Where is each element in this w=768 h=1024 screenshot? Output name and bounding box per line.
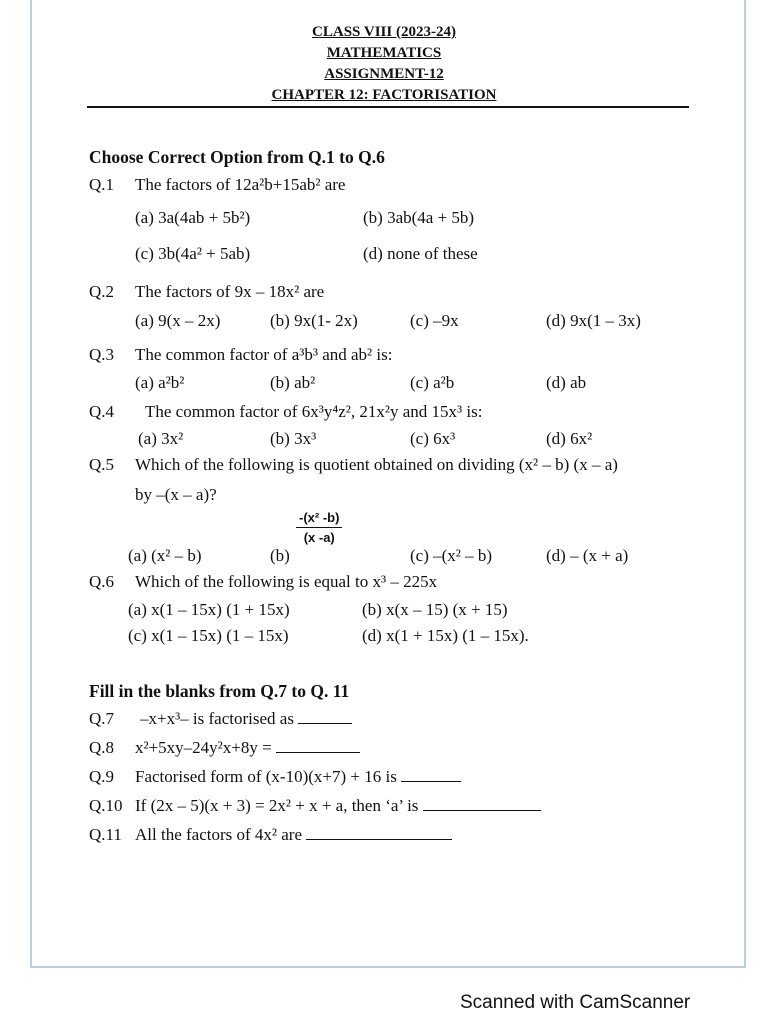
- question-number: Q.6: [89, 572, 115, 591]
- fraction-numerator: -(x² -b): [296, 510, 342, 528]
- class-title: CLASS VIII (2023-24): [312, 24, 456, 40]
- document-header: [0, 22, 768, 106]
- option-d: (d) ab: [546, 373, 587, 392]
- blank-question-text: Factorised form of (x-10)(x+7) + 16 is: [135, 767, 397, 786]
- blank-question: [135, 796, 541, 816]
- question-text: The factors of 9x – 18x² are: [135, 282, 325, 301]
- question-text: The factors of 12a²b+15ab² are: [135, 175, 346, 194]
- question-number: Q.3: [89, 345, 115, 364]
- option-a: (a) 9(x – 2x): [135, 311, 221, 330]
- option-d: (d) 9x(1 – 3x): [546, 311, 641, 330]
- option-c: (c) –9x: [410, 311, 459, 330]
- question-number: Q.9: [89, 767, 115, 786]
- question-text: The common factor of a³b³ and ab² is:: [135, 345, 393, 364]
- subject-title: MATHEMATICS: [326, 45, 442, 61]
- option-a: (a) 3x²: [138, 429, 184, 448]
- option-a: (a) 3a(4ab + 5b²): [135, 208, 251, 227]
- question-text: Which of the following is quotient obtained on dividing (x² – b) (x – a): [135, 455, 618, 474]
- blank-question-text: –x+x³– is factorised as: [140, 709, 294, 728]
- question-text: Which of the following is equal to x³ – 225x: [135, 572, 438, 591]
- question-number: Q.1: [89, 175, 115, 194]
- question-number: Q.10: [89, 796, 123, 815]
- question-number: Q.4: [89, 402, 115, 421]
- section-title-fill-blanks: Fill in the blanks from Q.7 to Q. 11: [89, 681, 350, 701]
- blank-question: [140, 709, 352, 729]
- option-c: (c) 6x³: [410, 429, 456, 448]
- scanner-watermark: Scanned with CamScanner: [460, 992, 691, 1013]
- blank-question: [135, 767, 461, 787]
- answer-blank: [306, 825, 452, 840]
- fraction-option-b: [296, 510, 342, 545]
- option-b: (b) x(x – 15) (x + 15): [362, 600, 508, 619]
- blank-question-text: If (2x – 5)(x + 3) = 2x² + x + a, then ‘a’ is: [135, 796, 419, 815]
- blank-question-text: x²+5xy–24y²x+8y =: [135, 738, 272, 757]
- option-d: (d) x(1 + 15x) (1 – 15x).: [362, 626, 529, 645]
- option-c: (c) –(x² – b): [410, 546, 493, 565]
- chapter-title: CHAPTER 12: FACTORISATION: [271, 87, 497, 103]
- fraction-denominator: (x -a): [303, 530, 335, 545]
- section-title-mcq: Choose Correct Option from Q.1 to Q.6: [89, 147, 385, 167]
- option-b: (b) 9x(1- 2x): [270, 311, 358, 330]
- option-d: (d) none of these: [363, 244, 478, 263]
- answer-blank: [298, 709, 352, 724]
- assignment-title: ASSIGNMENT-12: [324, 66, 444, 82]
- option-b: (b) 3x³: [270, 429, 317, 448]
- question-number: Q.8: [89, 738, 115, 757]
- question-text: The common factor of 6x³y⁴z², 21x²y and 15x³ is:: [145, 402, 483, 421]
- option-c: (c) 3b(4a² + 5ab): [135, 244, 251, 263]
- option-a: (a) x(1 – 15x) (1 + 15x): [128, 600, 290, 619]
- blank-question-text: All the factors of 4x² are: [135, 825, 303, 844]
- option-a: (a) (x² – b): [128, 546, 202, 565]
- answer-blank: [276, 738, 360, 753]
- answer-blank: [423, 796, 541, 811]
- option-b: (b): [270, 546, 290, 565]
- blank-question: [135, 825, 452, 845]
- blank-question: [135, 738, 360, 758]
- option-c: (c) x(1 – 15x) (1 – 15x): [128, 626, 289, 645]
- question-number: Q.5: [89, 455, 115, 474]
- option-b: (b) ab²: [270, 373, 316, 392]
- answer-blank: [401, 767, 461, 782]
- page-border: [30, 0, 746, 968]
- question-text-continued: by –(x – a)?: [135, 485, 217, 504]
- option-d: (d) – (x + a): [546, 546, 629, 565]
- option-b: (b) 3ab(4a + 5b): [363, 208, 475, 227]
- question-number: Q.7: [89, 709, 115, 728]
- question-number: Q.11: [89, 825, 122, 844]
- question-number: Q.2: [89, 282, 115, 301]
- header-divider: [87, 106, 689, 108]
- option-c: (c) a²b: [410, 373, 455, 392]
- option-a: (a) a²b²: [135, 373, 185, 392]
- option-d: (d) 6x²: [546, 429, 593, 448]
